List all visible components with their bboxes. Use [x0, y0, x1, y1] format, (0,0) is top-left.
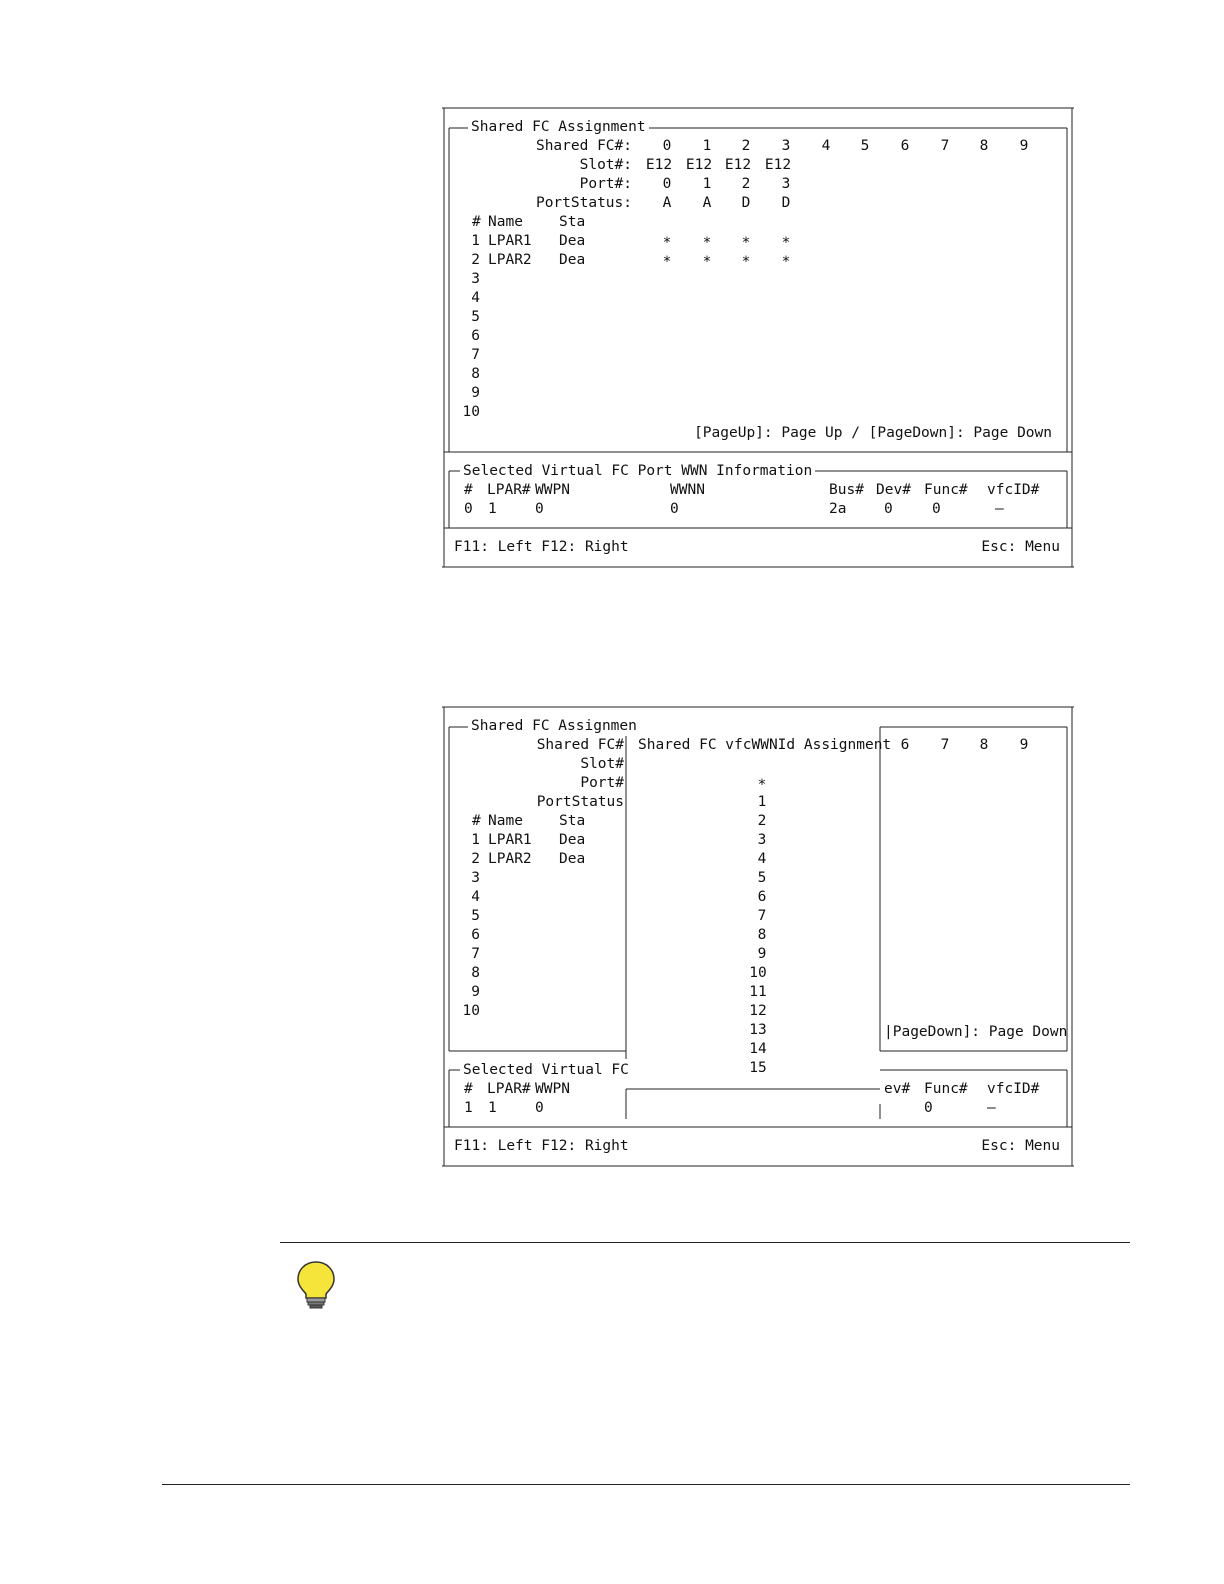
bios-screen-shared-fc-assignment [442, 100, 1076, 575]
shared-fc-label: Shared FC# [536, 737, 624, 753]
port-value: 1 [702, 176, 712, 192]
port-label: Port#: [579, 176, 632, 192]
wwn-col-func: Func# [924, 482, 968, 498]
wwn-col-dev: ev# [884, 1081, 911, 1097]
slot-label: Slot# [580, 756, 624, 772]
table-row[interactable]: 4 [471, 889, 480, 905]
panel-title: Shared FC Assignment [468, 118, 649, 137]
table-row[interactable]: 5 [471, 309, 480, 325]
wwn-func: 0 [924, 1100, 933, 1116]
table-row[interactable]: 5 [471, 908, 480, 924]
col-header-num: # [472, 214, 481, 230]
popup-item[interactable]: 10 [749, 965, 767, 981]
row-num: 2 [471, 851, 480, 867]
row-num: 1 [471, 233, 480, 249]
assignment-mark[interactable]: * [781, 254, 791, 270]
col-header-sta: Sta [559, 813, 586, 829]
table-row[interactable]: 10 [462, 404, 480, 420]
col-header-num: # [472, 813, 481, 829]
popup-item[interactable]: 2 [757, 813, 767, 829]
fc-number[interactable]: 6 [900, 737, 910, 753]
slot-value: E12 [645, 157, 673, 173]
assignment-mark[interactable]: * [741, 235, 751, 251]
wwn-col-lpar: LPAR# [487, 482, 531, 498]
port-value: 0 [662, 176, 672, 192]
fc-number[interactable]: 8 [979, 737, 989, 753]
wwn-wwpn: 0 [535, 501, 544, 517]
wwn-col-wwpn: WWPN [535, 482, 570, 498]
popup-item[interactable]: 14 [749, 1041, 767, 1057]
wwn-bus: 2a [829, 501, 847, 517]
popup-item[interactable]: 15 [749, 1060, 767, 1076]
fc-number[interactable]: 9 [1019, 737, 1029, 753]
port-value: 2 [741, 176, 751, 192]
shared-fc-label: Shared FC#: [535, 138, 632, 154]
table-row[interactable]: 3 [471, 870, 480, 886]
assignment-mark[interactable]: * [662, 235, 672, 251]
popup-item[interactable]: 5 [757, 870, 767, 886]
table-row[interactable]: 4 [471, 290, 480, 306]
row-name: LPAR2 [488, 851, 532, 867]
slot-label: Slot#: [579, 157, 632, 173]
wwn-col-vfcid: vfcID# [987, 1081, 1040, 1097]
table-row[interactable]: 3 [471, 271, 480, 287]
popup-item[interactable]: 6 [757, 889, 767, 905]
table-row[interactable]: 6 [471, 328, 480, 344]
row-name: LPAR2 [488, 252, 532, 268]
table-row[interactable]: 7 [471, 347, 480, 363]
popup-item[interactable]: 9 [757, 946, 767, 962]
popup-item[interactable]: 4 [757, 851, 767, 867]
bios-screen-vfcwwnid-assignment [442, 699, 1076, 1174]
tip-separator [280, 1242, 1130, 1243]
fc-number[interactable]: 7 [940, 138, 950, 154]
wwn-wwpn: 0 [535, 1100, 544, 1116]
port-label: Port# [580, 775, 624, 791]
wwn-col-lpar: LPAR# [487, 1081, 531, 1097]
wwn-col-wwnn: WWNN [670, 482, 705, 498]
row-sta: Dea [559, 832, 586, 848]
wwn-col-bus: Bus# [829, 482, 864, 498]
fc-number[interactable]: 9 [1019, 138, 1029, 154]
wwn-col-num: # [464, 1081, 473, 1097]
fc-number[interactable]: 0 [662, 138, 672, 154]
footer-rule [162, 1484, 1130, 1485]
wwn-col-wwpn: WWPN [535, 1081, 570, 1097]
footer-keys-right[interactable]: Esc: Menu [981, 1138, 1060, 1154]
col-header-name: Name [488, 214, 523, 230]
row-sta: Dea [559, 252, 586, 268]
wwn-dev: 0 [884, 501, 893, 517]
table-row[interactable]: 6 [471, 927, 480, 943]
panel-title: Shared FC Assignmen [468, 717, 640, 736]
wwn-panel-title: Selected Virtual FC [460, 1061, 632, 1080]
table-row[interactable]: 8 [471, 965, 480, 981]
wwn-func: 0 [932, 501, 941, 517]
popup-item[interactable]: 13 [749, 1022, 767, 1038]
popup-item[interactable]: 3 [757, 832, 767, 848]
col-header-name: Name [488, 813, 523, 829]
wwn-col-func: Func# [924, 1081, 968, 1097]
row-name: LPAR1 [488, 832, 532, 848]
popup-item[interactable]: * [757, 777, 767, 793]
table-row[interactable]: 9 [471, 984, 480, 1000]
port-value: 3 [781, 176, 791, 192]
paging-hint: [PageUp]: Page Up / [PageDown]: Page Down [694, 425, 1052, 441]
row-num: 2 [471, 252, 480, 268]
port-status-value: D [741, 195, 751, 211]
wwn-num: 1 [464, 1100, 473, 1116]
fc-number[interactable]: 3 [781, 138, 791, 154]
wwn-num: 0 [464, 501, 473, 517]
row-sta: Dea [559, 233, 586, 249]
footer-keys-right[interactable]: Esc: Menu [981, 539, 1060, 555]
footer-keys-left[interactable]: F11: Left F12: Right [454, 1138, 629, 1154]
wwn-vfcid: — [987, 1100, 996, 1116]
popup-item[interactable]: 1 [757, 794, 767, 810]
popup-title: Shared FC vfcWWNId Assignment [638, 737, 892, 753]
fc-number[interactable]: 8 [979, 138, 989, 154]
table-row[interactable]: 9 [471, 385, 480, 401]
popup-item[interactable]: 7 [757, 908, 767, 924]
assignment-mark[interactable]: * [662, 254, 672, 270]
slot-value: E12 [764, 157, 792, 173]
fc-number[interactable]: 6 [900, 138, 910, 154]
wwn-col-vfcid: vfcID# [987, 482, 1040, 498]
fc-number[interactable]: 7 [940, 737, 950, 753]
assignment-mark[interactable]: * [702, 254, 712, 270]
slot-value: E12 [724, 157, 752, 173]
wwn-wwnn: 0 [670, 501, 679, 517]
col-header-sta: Sta [559, 214, 586, 230]
wwn-col-dev: Dev# [876, 482, 911, 498]
table-row[interactable]: 10 [462, 1003, 480, 1019]
fc-number[interactable]: 4 [821, 138, 831, 154]
paging-hint: |PageDown]: Page Down [884, 1024, 1068, 1040]
assignment-mark[interactable]: * [741, 254, 751, 270]
wwn-lpar: 1 [488, 1100, 497, 1116]
slot-value: E12 [685, 157, 713, 173]
popup-item[interactable]: 11 [749, 984, 767, 1000]
port-status-value: A [662, 195, 672, 211]
footer-keys-left[interactable]: F11: Left F12: Right [454, 539, 629, 555]
table-row[interactable]: 8 [471, 366, 480, 382]
wwn-lpar: 1 [488, 501, 497, 517]
popup-item[interactable]: 8 [757, 927, 767, 943]
port-status-value: D [781, 195, 791, 211]
port-status-value: A [702, 195, 712, 211]
table-row[interactable]: 7 [471, 946, 480, 962]
assignment-mark[interactable]: * [781, 235, 791, 251]
fc-number[interactable]: 2 [741, 138, 751, 154]
lightbulb-icon [296, 1260, 336, 1310]
wwn-panel-title: Selected Virtual FC Port WWN Information [460, 462, 815, 481]
port-status-label: PortStatus [536, 794, 624, 810]
row-sta: Dea [559, 851, 586, 867]
port-status-label: PortStatus: [535, 195, 632, 211]
row-num: 1 [471, 832, 480, 848]
row-name: LPAR1 [488, 233, 532, 249]
popup-item[interactable]: 12 [749, 1003, 767, 1019]
fc-number[interactable]: 5 [860, 138, 870, 154]
fc-number[interactable]: 1 [702, 138, 712, 154]
assignment-mark[interactable]: * [702, 235, 712, 251]
wwn-vfcid: — [995, 501, 1004, 517]
wwn-col-num: # [464, 482, 473, 498]
